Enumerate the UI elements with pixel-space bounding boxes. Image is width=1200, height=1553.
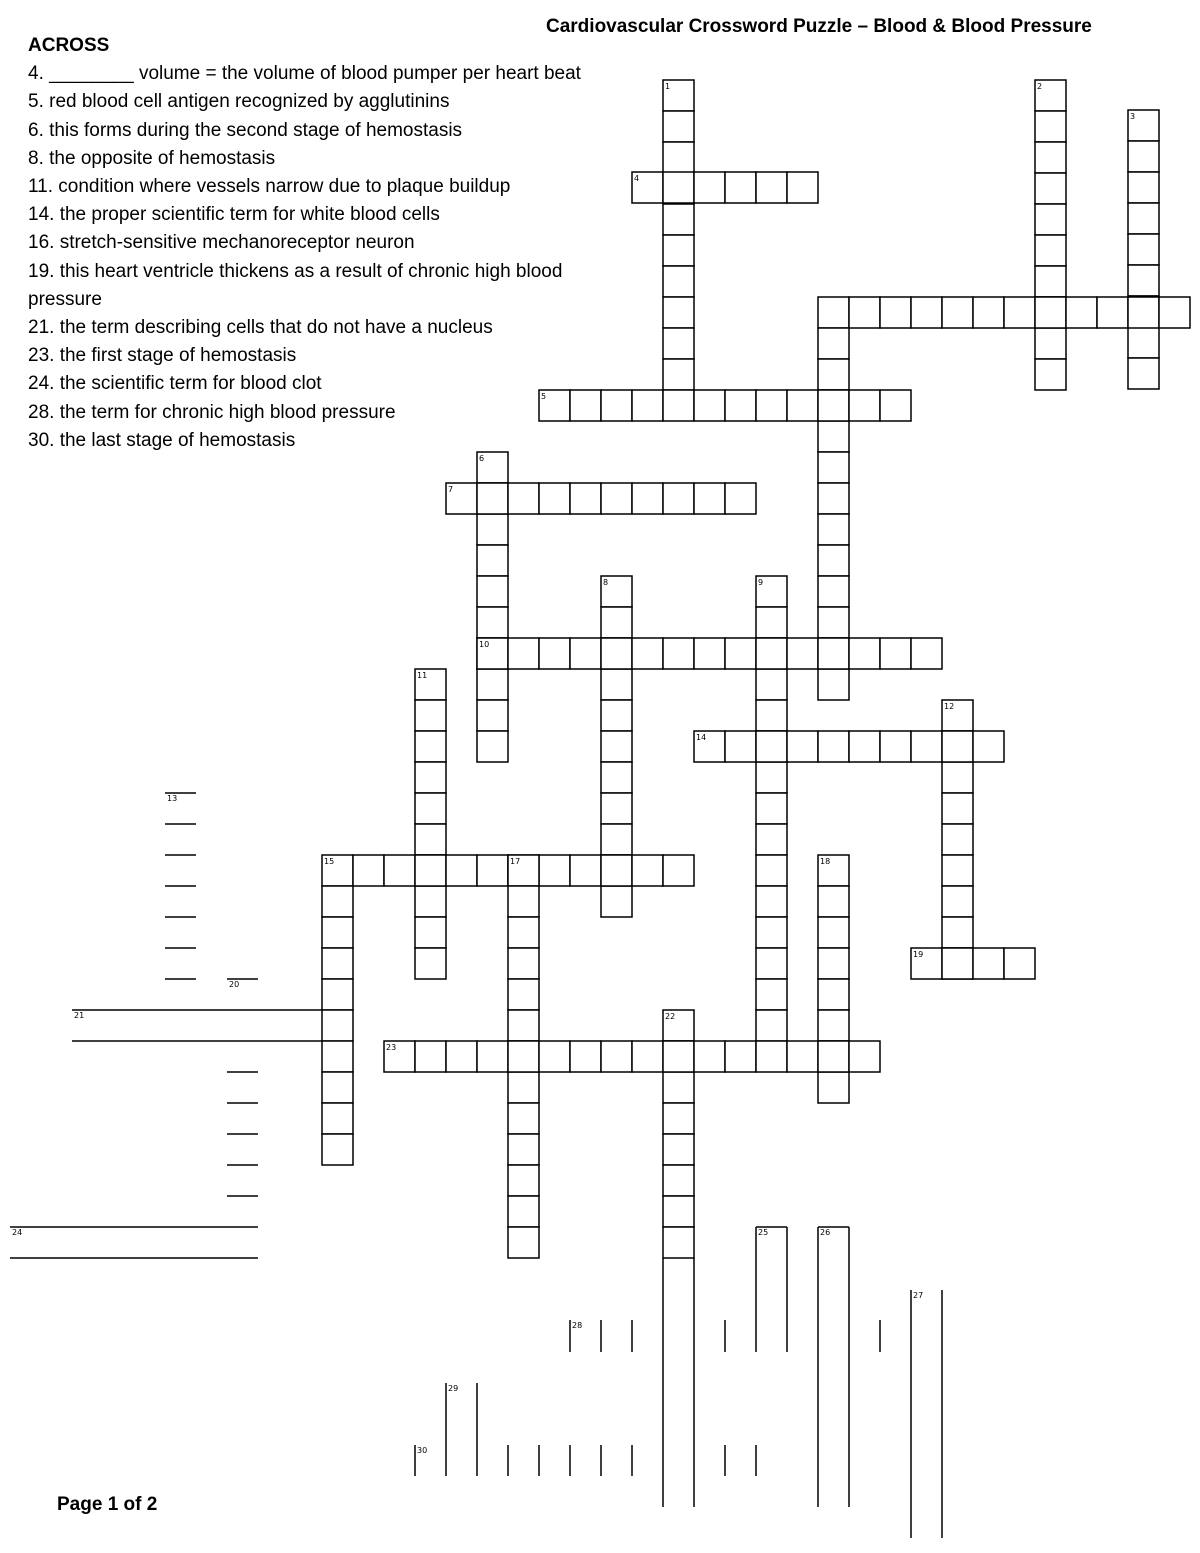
grid-cell[interactable] [1004, 948, 1035, 979]
grid-cell[interactable] [725, 1041, 756, 1072]
clue-number-label: 9 [758, 578, 764, 587]
grid-cell[interactable] [756, 607, 787, 638]
grid-cell[interactable] [725, 483, 756, 514]
grid-cell[interactable] [384, 855, 415, 886]
clue-number-label: 12 [944, 702, 955, 711]
grid-cell[interactable] [756, 824, 787, 855]
grid-cell[interactable] [942, 793, 973, 824]
clue-24: 24. the scientific term for blood clot [28, 373, 322, 395]
grid-cell[interactable] [725, 390, 756, 421]
grid-cell[interactable] [508, 483, 539, 514]
grid-cell[interactable] [849, 297, 880, 328]
grid-cell[interactable] [663, 638, 694, 669]
grid-cell[interactable] [973, 948, 1004, 979]
grid-cell[interactable] [508, 1196, 539, 1227]
clue-number-label: 27 [913, 1291, 924, 1300]
grid-cell[interactable] [818, 886, 849, 917]
grid-cell[interactable] [508, 979, 539, 1010]
grid-cell[interactable] [942, 297, 973, 328]
grid-cell[interactable] [694, 638, 725, 669]
grid-cell[interactable] [818, 576, 849, 607]
grid-cell[interactable] [601, 886, 632, 917]
grid-cell[interactable] [663, 390, 694, 421]
grid-cell[interactable] [1035, 173, 1066, 204]
grid-cell[interactable] [322, 886, 353, 917]
clue-number-label: 10 [479, 640, 490, 649]
clue-number-label: 8 [603, 578, 609, 587]
grid-cell[interactable] [756, 390, 787, 421]
grid-cell[interactable] [1004, 297, 1035, 328]
grid-cell[interactable] [322, 1103, 353, 1134]
grid-cell[interactable] [601, 390, 632, 421]
grid-cell[interactable] [911, 297, 942, 328]
grid-cell[interactable] [663, 483, 694, 514]
grid-cell[interactable] [694, 1041, 725, 1072]
grid-cell[interactable] [663, 297, 694, 328]
grid-cell[interactable] [1035, 266, 1066, 297]
grid-cell[interactable] [756, 762, 787, 793]
grid-cell[interactable] [818, 731, 849, 762]
grid-cell[interactable] [1128, 265, 1159, 296]
grid-cell[interactable] [477, 855, 508, 886]
grid-cell[interactable] [508, 948, 539, 979]
grid-cell[interactable] [322, 1072, 353, 1103]
grid-cell[interactable] [570, 390, 601, 421]
grid-cell[interactable] [1035, 142, 1066, 173]
grid-cell[interactable] [1128, 297, 1159, 328]
grid-cell[interactable] [973, 731, 1004, 762]
grid-cell[interactable] [508, 886, 539, 917]
grid-cell[interactable] [322, 979, 353, 1010]
clue-16: 16. stretch-sensitive mechanoreceptor neuron [28, 232, 415, 254]
grid-cell[interactable] [477, 700, 508, 731]
grid-cell[interactable] [849, 390, 880, 421]
grid-cell[interactable] [415, 917, 446, 948]
grid-cell[interactable] [663, 204, 694, 235]
grid-cell[interactable] [601, 607, 632, 638]
grid-cell[interactable] [818, 1072, 849, 1103]
grid-cell[interactable] [1128, 358, 1159, 389]
clue-number-label: 29 [448, 1384, 459, 1393]
clue-number-label: 7 [448, 485, 454, 494]
grid-cell[interactable] [446, 1041, 477, 1072]
clue-number-label: 19 [913, 950, 924, 959]
grid-cell[interactable] [601, 731, 632, 762]
clue-6: 6. this forms during the second stage of hemostasis [28, 119, 463, 141]
grid-cell[interactable] [477, 607, 508, 638]
grid-cell[interactable] [818, 545, 849, 576]
grid-cell[interactable] [508, 1103, 539, 1134]
grid-cell[interactable] [756, 700, 787, 731]
clue-19: 19. this heart ventricle thickens as a result of chronic high blood pressure [28, 260, 563, 310]
grid-cell[interactable] [415, 731, 446, 762]
grid-cell[interactable] [880, 390, 911, 421]
grid-cell[interactable] [477, 545, 508, 576]
grid-cell[interactable] [818, 1041, 849, 1072]
grid-cell[interactable] [818, 328, 849, 359]
grid-cell[interactable] [632, 638, 663, 669]
clue-28: 28. the term for chronic high blood pressure [28, 401, 396, 423]
grid-cell[interactable] [663, 1165, 694, 1196]
grid-cell[interactable] [1035, 359, 1066, 390]
grid-cell[interactable] [508, 1010, 539, 1041]
grid-cell[interactable] [756, 886, 787, 917]
grid-cell[interactable] [539, 638, 570, 669]
grid-cell[interactable] [725, 172, 756, 203]
grid-cell[interactable] [1128, 141, 1159, 172]
grid-cell[interactable] [539, 483, 570, 514]
grid-cell[interactable] [1128, 172, 1159, 203]
grid-cell[interactable] [415, 824, 446, 855]
clue-14: 14. the proper scientific term for white blood cells [28, 204, 440, 226]
grid-cell[interactable] [756, 855, 787, 886]
clue-number-label: 2 [1037, 82, 1043, 91]
clue-number-label: 17 [510, 857, 521, 866]
page-title: Cardiovascular Crossword Puzzle – Blood & Blood Pressure [546, 16, 1092, 37]
grid-cell[interactable] [508, 1041, 539, 1072]
grid-cell[interactable] [415, 700, 446, 731]
grid-cell[interactable] [322, 917, 353, 948]
clue-number-label: 3 [1130, 112, 1136, 121]
grid-cell[interactable] [1128, 327, 1159, 358]
grid-cell[interactable] [818, 948, 849, 979]
grid-cell[interactable] [880, 731, 911, 762]
grid-cell[interactable] [756, 1041, 787, 1072]
clue-number-label: 28 [572, 1321, 583, 1330]
grid-cell[interactable] [787, 1041, 818, 1072]
grid-cell[interactable] [818, 359, 849, 390]
clue-number-label: 25 [758, 1228, 769, 1237]
clue-number-label: 5 [541, 392, 547, 401]
clue-5: 5. red blood cell antigen recognized by agglutinins [28, 91, 450, 113]
clue-number-label: 1 [665, 82, 671, 91]
grid-cell[interactable] [942, 855, 973, 886]
clue-number-label: 21 [74, 1011, 85, 1020]
grid-cell[interactable] [663, 266, 694, 297]
grid-cell[interactable] [973, 297, 1004, 328]
grid-cell[interactable] [539, 855, 570, 886]
grid-cell[interactable] [818, 483, 849, 514]
grid-cell[interactable] [322, 1134, 353, 1165]
grid-cell[interactable] [477, 731, 508, 762]
grid-cell[interactable] [1035, 328, 1066, 359]
grid-cell[interactable] [601, 669, 632, 700]
grid-cell[interactable] [880, 638, 911, 669]
grid-cell[interactable] [508, 1165, 539, 1196]
grid-cell[interactable] [322, 1041, 353, 1072]
grid-cell[interactable] [818, 514, 849, 545]
grid-cell[interactable] [818, 297, 849, 328]
grid-cell[interactable] [601, 700, 632, 731]
grid-cell[interactable] [508, 638, 539, 669]
grid-cell[interactable] [570, 638, 601, 669]
page-footer: Page 1 of 2 [57, 1494, 158, 1515]
grid-cell[interactable] [601, 638, 632, 669]
clue-8: 8. the opposite of hemostasis [28, 147, 276, 169]
grid-cell[interactable] [415, 1041, 446, 1072]
grid-cell[interactable] [1035, 204, 1066, 235]
grid-cell[interactable] [942, 948, 973, 979]
grid-cell[interactable] [601, 793, 632, 824]
clue-11: 11. condition where vessels narrow due to plaque buildup [28, 176, 511, 198]
grid-cell[interactable] [663, 359, 694, 390]
grid-cell[interactable] [570, 1041, 601, 1072]
grid-cell[interactable] [415, 855, 446, 886]
grid-cell[interactable] [756, 638, 787, 669]
grid-cell[interactable] [663, 1134, 694, 1165]
grid-cell[interactable] [663, 111, 694, 142]
grid-cell[interactable] [818, 421, 849, 452]
grid-cell[interactable] [663, 855, 694, 886]
clue-number-label: 20 [229, 980, 240, 989]
grid-cell[interactable] [818, 390, 849, 421]
grid-cell[interactable] [477, 1041, 508, 1072]
grid-cell[interactable] [601, 824, 632, 855]
grid-cell[interactable] [632, 1041, 663, 1072]
grid-cell[interactable] [415, 762, 446, 793]
grid-cell[interactable] [787, 390, 818, 421]
grid-cell[interactable] [849, 1041, 880, 1072]
grid-cell[interactable] [1035, 111, 1066, 142]
grid-cell[interactable] [663, 172, 694, 203]
grid-cell[interactable] [508, 1134, 539, 1165]
grid-cell[interactable] [632, 855, 663, 886]
grid-cell[interactable] [477, 514, 508, 545]
grid-cell[interactable] [818, 638, 849, 669]
grid-cell[interactable] [756, 979, 787, 1010]
clue-number-label: 30 [417, 1446, 428, 1455]
clue-number-label: 23 [386, 1043, 397, 1052]
grid-cell[interactable] [663, 142, 694, 173]
grid-cell[interactable] [601, 855, 632, 886]
grid-cell[interactable] [570, 855, 601, 886]
clue-4: 4. ________ volume = the volume of blood pumper per heart beat [28, 63, 581, 85]
grid-cell[interactable] [694, 390, 725, 421]
grid-cell[interactable] [663, 1072, 694, 1103]
grid-cell[interactable] [818, 669, 849, 700]
clue-number-label: 24 [12, 1228, 23, 1237]
grid-cell[interactable] [911, 731, 942, 762]
clue-number-label: 18 [820, 857, 831, 866]
clue-30: 30. the last stage of hemostasis [28, 429, 296, 451]
grid-cell[interactable] [787, 638, 818, 669]
clue-number-label: 4 [634, 174, 640, 183]
grid-cell[interactable] [942, 762, 973, 793]
grid-cell[interactable] [539, 1041, 570, 1072]
grid-cell[interactable] [1097, 297, 1128, 328]
grid-cell[interactable] [1128, 203, 1159, 234]
grid-cell[interactable] [508, 1227, 539, 1258]
grid-cell[interactable] [663, 1041, 694, 1072]
grid-cell[interactable] [446, 855, 477, 886]
grid-cell[interactable] [663, 1103, 694, 1134]
grid-cell[interactable] [663, 1227, 694, 1258]
grid-cell[interactable] [1159, 297, 1190, 328]
grid-cell[interactable] [756, 669, 787, 700]
grid-cell[interactable] [756, 793, 787, 824]
clue-number-label: 22 [665, 1012, 676, 1021]
grid-cell[interactable] [942, 917, 973, 948]
clue-number-label: 13 [167, 794, 178, 803]
grid-cell[interactable] [601, 1041, 632, 1072]
grid-cell[interactable] [818, 1010, 849, 1041]
grid-cell[interactable] [756, 1010, 787, 1041]
grid-cell[interactable] [756, 731, 787, 762]
grid-cell[interactable] [415, 793, 446, 824]
grid-cell[interactable] [725, 638, 756, 669]
grid-cell[interactable] [477, 576, 508, 607]
clue-number-label: 11 [417, 671, 428, 680]
clue-21: 21. the term describing cells that do not have a nucleus [28, 317, 493, 339]
grid-cell[interactable] [694, 172, 725, 203]
grid-cell[interactable] [818, 452, 849, 483]
grid-cell[interactable] [1066, 297, 1097, 328]
grid-cell[interactable] [322, 1010, 353, 1041]
grid-cell[interactable] [818, 979, 849, 1010]
grid-cell[interactable] [725, 731, 756, 762]
across-heading: ACROSS [28, 35, 110, 56]
grid-cell[interactable] [601, 483, 632, 514]
clue-number-label: 15 [324, 857, 335, 866]
grid-cell[interactable] [601, 762, 632, 793]
grid-cell[interactable] [663, 1196, 694, 1227]
grid-cell[interactable] [942, 886, 973, 917]
clue-number-label: 6 [479, 454, 485, 463]
grid-cell[interactable] [570, 483, 601, 514]
clue-number-label: 26 [820, 1228, 831, 1237]
grid-cell[interactable] [663, 235, 694, 266]
grid-cell[interactable] [632, 390, 663, 421]
grid-cell[interactable] [663, 328, 694, 359]
grid-cell[interactable] [632, 483, 663, 514]
grid-cell[interactable] [880, 297, 911, 328]
grid-cell[interactable] [818, 917, 849, 948]
grid-cell[interactable] [477, 669, 508, 700]
grid-cell[interactable] [1128, 234, 1159, 265]
grid-cell[interactable] [756, 917, 787, 948]
clue-number-label: 14 [696, 733, 707, 742]
grid-cell[interactable] [694, 483, 725, 514]
grid-cell[interactable] [942, 824, 973, 855]
grid-cell[interactable] [415, 948, 446, 979]
grid-cell[interactable] [1035, 297, 1066, 328]
grid-cell[interactable] [849, 731, 880, 762]
grid-cell[interactable] [942, 731, 973, 762]
grid-cell[interactable] [353, 855, 384, 886]
grid-cell[interactable] [508, 1072, 539, 1103]
grid-cell[interactable] [415, 886, 446, 917]
grid-cell[interactable] [787, 172, 818, 203]
grid-cell[interactable] [508, 917, 539, 948]
grid-cell[interactable] [1035, 235, 1066, 266]
grid-cell[interactable] [911, 638, 942, 669]
grid-cell[interactable] [756, 948, 787, 979]
grid-cell[interactable] [322, 948, 353, 979]
grid-cell[interactable] [787, 731, 818, 762]
grid-cell[interactable] [477, 483, 508, 514]
grid-cell[interactable] [756, 172, 787, 203]
grid-cell[interactable] [849, 638, 880, 669]
grid-cell[interactable] [818, 607, 849, 638]
clue-23: 23. the first stage of hemostasis [28, 345, 297, 367]
